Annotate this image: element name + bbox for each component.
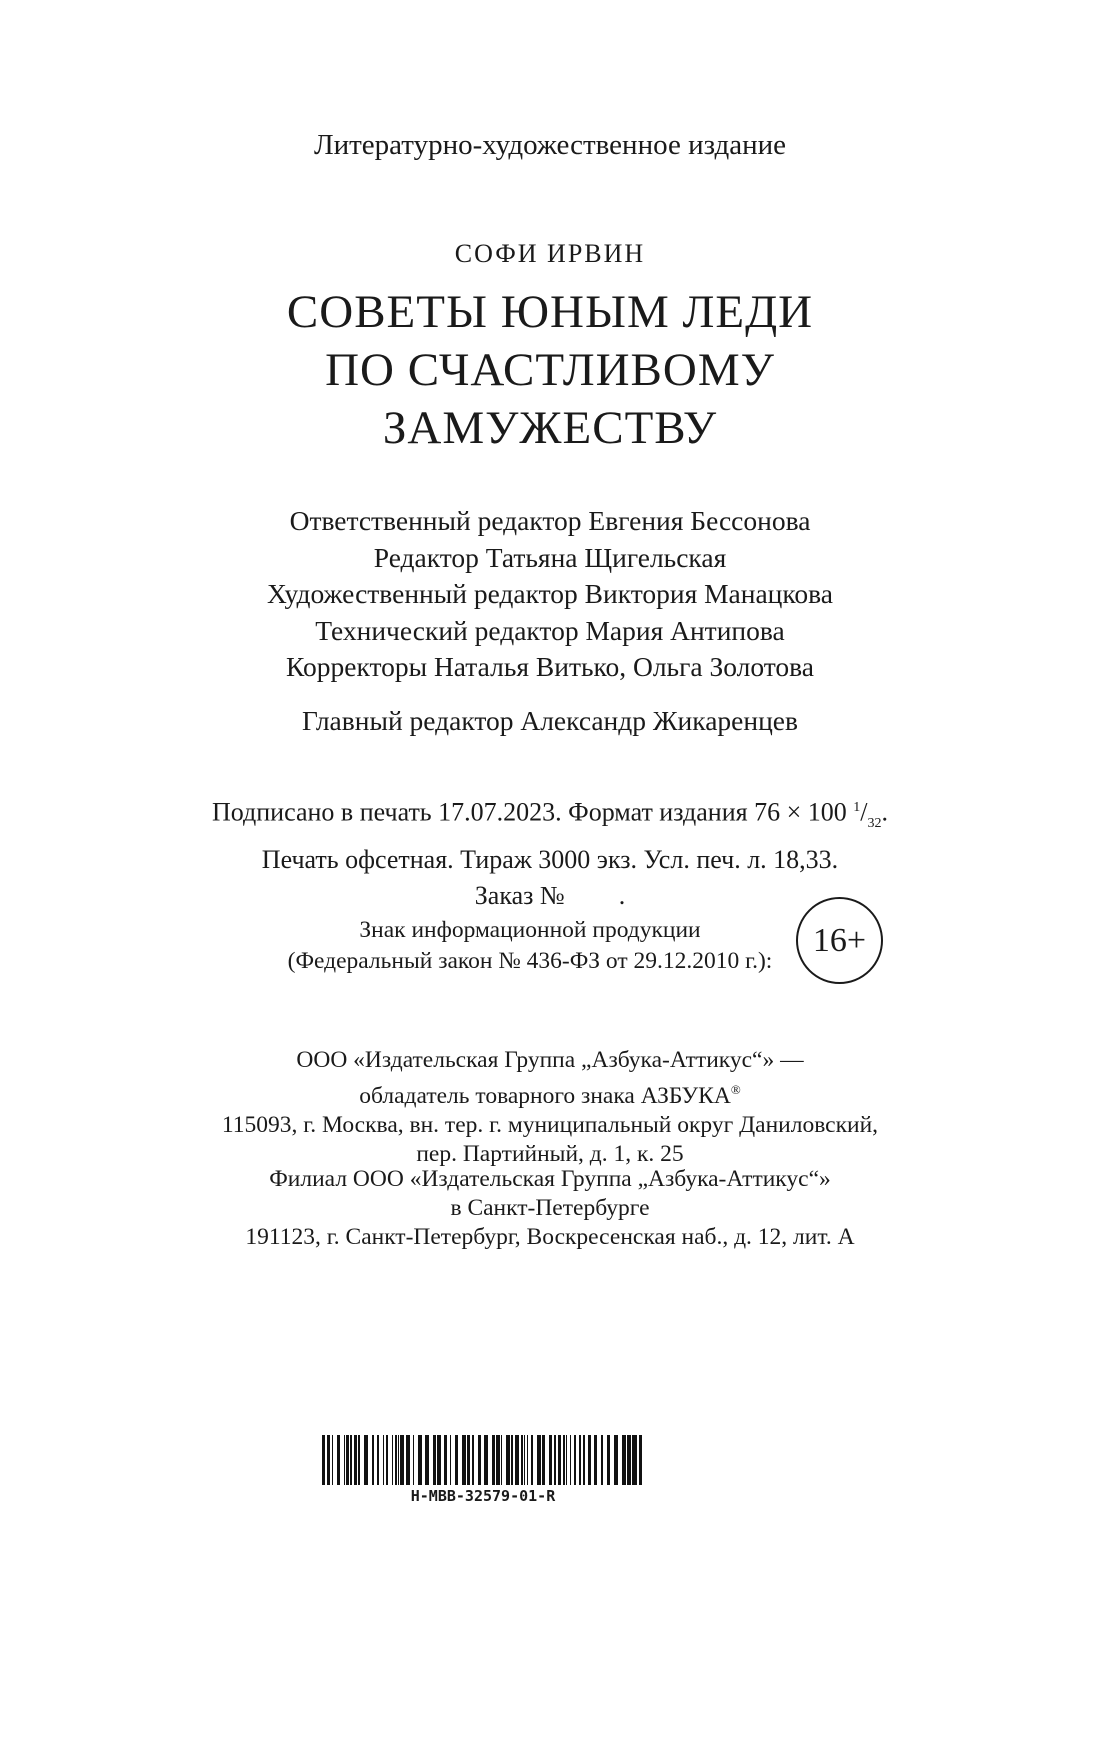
barcode-bar <box>537 1435 541 1485</box>
barcode-bar <box>527 1435 528 1485</box>
age-rating-line-1: Знак информационной продукции <box>359 917 701 943</box>
barcode-bar <box>484 1435 488 1485</box>
barcode-bar <box>425 1435 429 1485</box>
barcode-bar <box>549 1435 552 1485</box>
branch-line-2: в Санкт-Петербурге <box>450 1195 650 1221</box>
print-info-line-1 <box>0 790 1100 842</box>
fraction-denominator: 32 <box>867 815 882 831</box>
barcode-bar <box>455 1435 458 1485</box>
age-rating-line-2: (Федеральный закон № 436-ФЗ от 29.12.2010 г.): <box>287 948 773 974</box>
barcode-bar <box>418 1435 422 1485</box>
barcode-bar <box>472 1435 474 1485</box>
barcode-bar <box>386 1435 388 1485</box>
barcode-bar <box>433 1435 436 1485</box>
branch-address: 191123, г. Санкт-Петербург, Воскресенская наб., д. 12, лит. А <box>245 1224 855 1250</box>
publisher-line-2 <box>0 1075 1100 1111</box>
barcode-bar <box>444 1435 447 1485</box>
barcode-bar <box>377 1435 379 1485</box>
editorial-credits <box>0 503 1100 686</box>
publisher-info <box>0 1046 1100 1169</box>
title-line-2: ПО СЧАСТЛИВОМУ <box>325 344 775 396</box>
barcode-bar <box>554 1435 556 1485</box>
barcode-bar <box>350 1435 352 1485</box>
barcode-bar <box>395 1435 397 1485</box>
barcode-bar <box>506 1435 510 1485</box>
barcode-bar <box>570 1435 571 1485</box>
barcode-bar <box>358 1435 360 1485</box>
genre-label: Литературно-художественное издание <box>313 129 787 161</box>
barcode-bar <box>614 1435 618 1485</box>
branch-info <box>0 1165 1100 1252</box>
order-line <box>0 878 1100 914</box>
credit-executive-editor: Ответственный редактор Евгения Бессонова <box>289 505 811 536</box>
barcode-bar <box>392 1435 393 1485</box>
barcode <box>322 1435 644 1485</box>
barcode-bar <box>574 1435 576 1485</box>
barcode-bar <box>501 1435 502 1485</box>
fraction-slash: / <box>860 797 868 827</box>
barcode-bar <box>524 1435 525 1485</box>
barcode-bar <box>406 1435 410 1485</box>
barcode-bar <box>478 1435 481 1485</box>
barcode-bar <box>563 1435 565 1485</box>
age-rating-text <box>250 915 810 977</box>
barcode-bar <box>607 1435 610 1485</box>
trademark-owner: обладатель товарного знака АЗБУКА <box>359 1082 731 1109</box>
age-rating-badge: 16+ <box>796 897 883 984</box>
barcode-bar <box>521 1435 523 1485</box>
barcode-bar <box>511 1435 513 1485</box>
barcode-bar <box>588 1435 591 1485</box>
print-info <box>0 790 1100 914</box>
credit-technical-editor: Технический редактор Мария Антипова <box>315 614 785 646</box>
barcode-bar <box>372 1435 374 1485</box>
print-format-end: . <box>881 797 888 827</box>
barcode-bar <box>327 1435 330 1485</box>
barcode-bar <box>601 1435 603 1485</box>
credit-editor: Редактор Татьяна Щигельская <box>373 541 727 573</box>
branch-line-1: Филиал ООО «Издательская Группа „Азбука-Аттикус“» <box>269 1166 831 1192</box>
author-name: СОФИ ИРВИН <box>454 239 646 268</box>
barcode-bar <box>332 1435 333 1485</box>
barcode-bar <box>344 1435 345 1485</box>
barcode-bar <box>634 1435 637 1485</box>
order-label: Заказ № <box>474 880 565 910</box>
book-title <box>0 283 1100 457</box>
credit-art-editor: Художественный редактор Виктория Манацкова <box>267 578 833 609</box>
barcode-bar <box>542 1435 545 1485</box>
order-end: . <box>618 880 626 910</box>
barcode-bar <box>496 1435 500 1485</box>
barcode-bar <box>450 1435 451 1485</box>
barcode-bar <box>400 1435 404 1485</box>
publisher-line-1: ООО «Издательская Группа „Азбука-Аттикус“» — <box>296 1047 804 1073</box>
barcode-bar <box>583 1435 585 1485</box>
print-format: Подписано в печать 17.07.2023. Формат издания 76 × 100 <box>212 797 854 827</box>
barcode-bar <box>413 1435 414 1485</box>
publisher-address-1: 115093, г. Москва, вн. тер. г. муниципальный округ Даниловский, <box>221 1111 879 1138</box>
barcode-bar <box>579 1435 581 1485</box>
fraction-numerator: 1 <box>853 800 861 815</box>
barcode-bar <box>398 1435 399 1485</box>
barcode-bar <box>558 1435 561 1485</box>
barcode-bar <box>515 1435 519 1485</box>
barcode-bar <box>322 1435 325 1485</box>
barcode-bar <box>364 1435 368 1485</box>
barcode-number: Н-МВВ-32579-01-R <box>410 1487 556 1505</box>
barcode-bar <box>467 1435 470 1485</box>
barcode-bar <box>622 1435 626 1485</box>
chief-editor: Главный редактор Александр Жикаренцев <box>302 705 798 736</box>
barcode-bar <box>492 1435 495 1485</box>
barcode-bar <box>566 1435 567 1485</box>
barcode-bar <box>639 1435 642 1485</box>
title-line-3: ЗАМУЖЕСТВУ <box>382 402 718 454</box>
title-line-1: СОВЕТЫ ЮНЫМ ЛЕДИ <box>286 286 814 338</box>
barcode-bar <box>337 1435 340 1485</box>
barcode-bar <box>627 1435 631 1485</box>
barcode-bar <box>437 1435 441 1485</box>
print-info-line-2: Печать офсетная. Тираж 3000 экз. Усл. печ. л. 18,33. <box>261 844 839 874</box>
barcode-bar <box>383 1435 384 1485</box>
barcode-bar <box>354 1435 357 1485</box>
barcode-bar <box>346 1435 349 1485</box>
publisher-address-2: пер. Партийный, д. 1, к. 25 <box>416 1140 684 1167</box>
barcode-bar <box>462 1435 466 1485</box>
barcode-bar <box>531 1435 533 1485</box>
registered-mark: ® <box>730 1082 741 1097</box>
credit-proofreaders: Корректоры Наталья Витько, Ольга Золотова <box>286 651 814 682</box>
barcode-bar <box>594 1435 597 1485</box>
